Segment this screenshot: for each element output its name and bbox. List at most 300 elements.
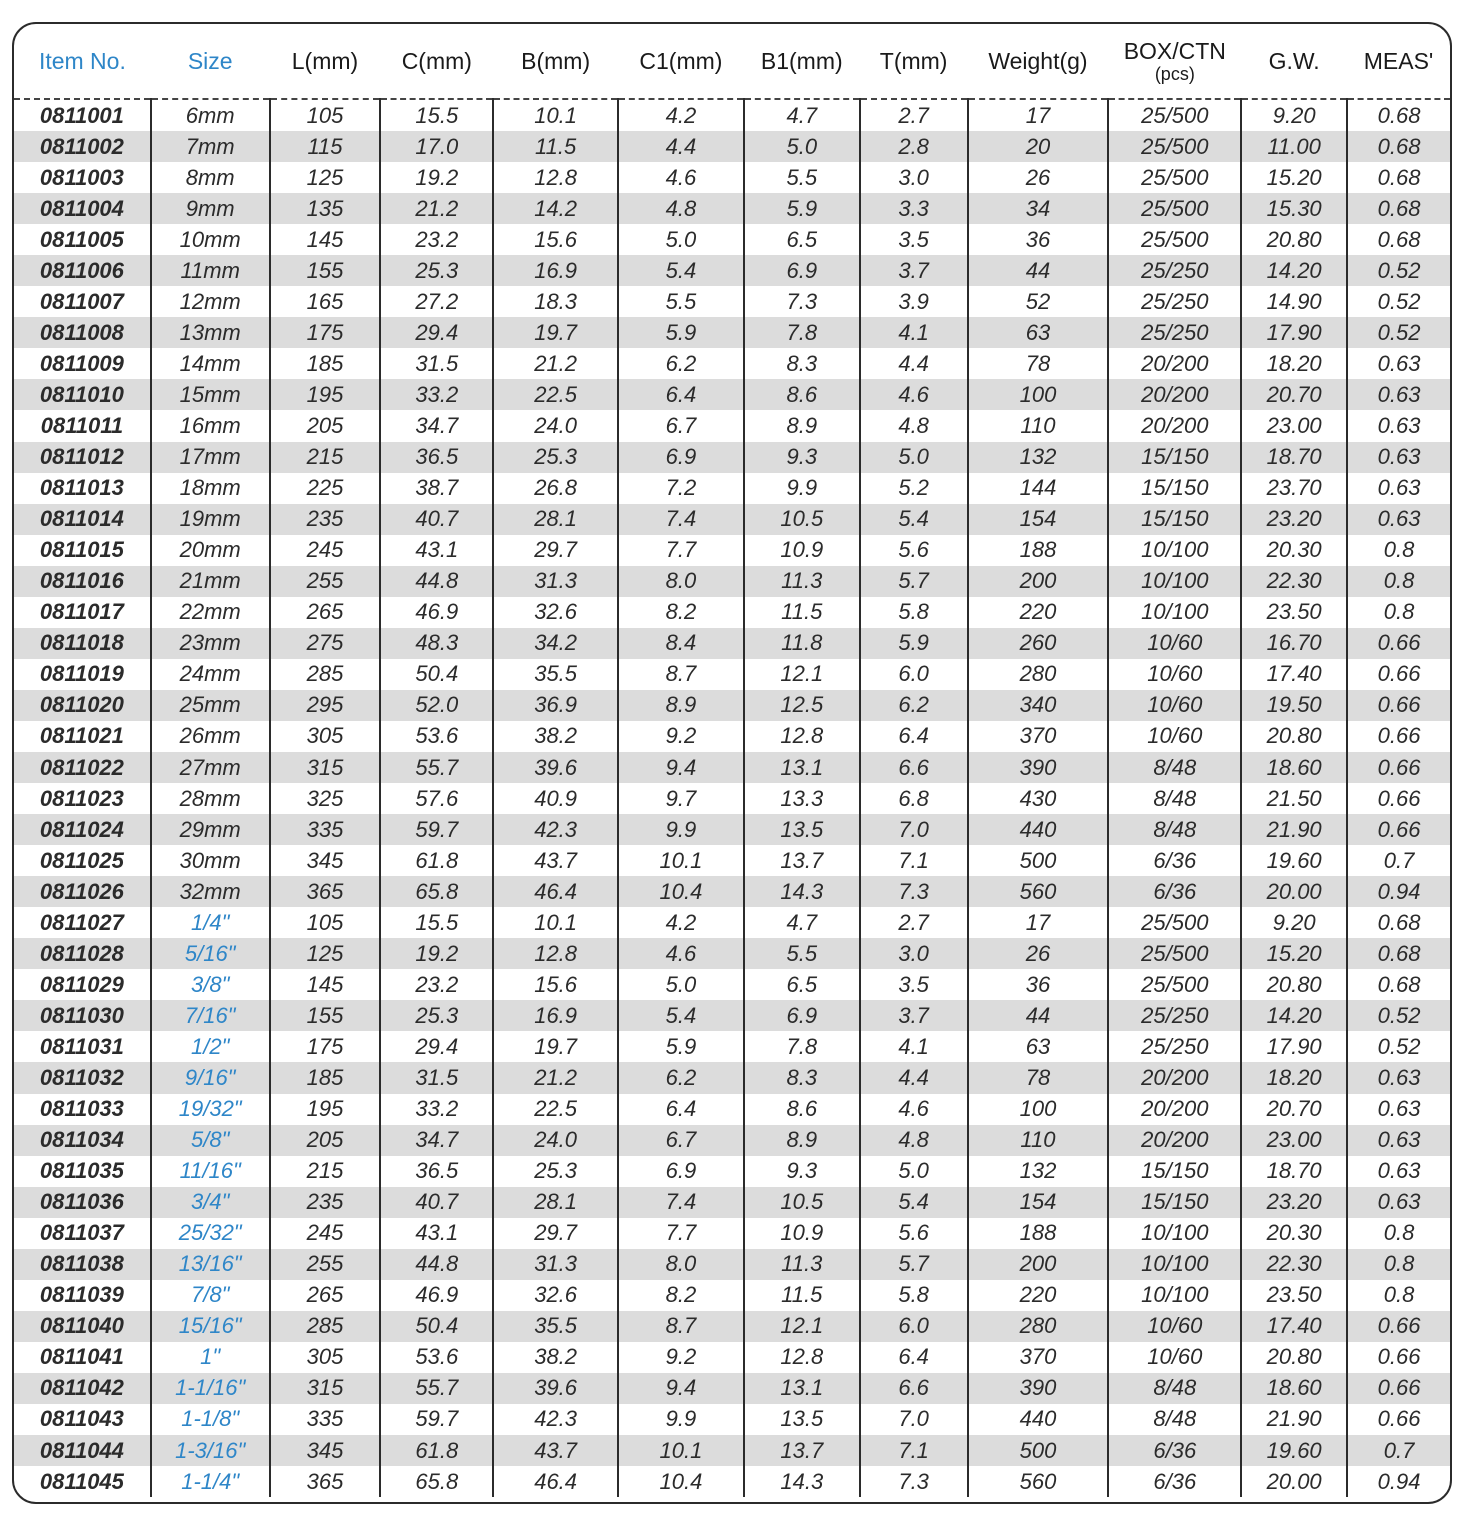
cell-t: 6.2 [860, 690, 968, 721]
cell-t: 3.0 [860, 162, 968, 193]
cell-b: 14.2 [493, 193, 618, 224]
cell-b: 19.7 [493, 1031, 618, 1062]
header-size: Size [151, 24, 270, 99]
cell-item-no: 0811023 [39, 785, 124, 811]
cell-b1: 5.5 [744, 162, 860, 193]
cell-t: 7.1 [860, 1435, 968, 1466]
cell-meas: 0.66 [1347, 659, 1450, 690]
cell-gw: 18.70 [1241, 1156, 1347, 1187]
cell-t: 7.0 [860, 1404, 968, 1435]
cell-meas: 0.52 [1347, 1000, 1450, 1031]
cell-size: 8mm [151, 162, 270, 193]
cell-b: 10.1 [493, 907, 618, 938]
cell-c: 27.2 [380, 286, 493, 317]
cell-gw: 15.20 [1241, 162, 1347, 193]
cell-size: 6mm [151, 99, 270, 131]
cell-c1: 4.8 [618, 193, 744, 224]
cell-gw: 20.30 [1241, 1218, 1347, 1249]
cell-c1: 9.7 [618, 783, 744, 814]
cell-c1: 8.2 [618, 597, 744, 628]
cell-item-no: 0811013 [39, 475, 124, 501]
cell-t: 4.6 [860, 1094, 968, 1125]
cell-gw: 19.60 [1241, 845, 1347, 876]
cell-c1: 10.4 [618, 1466, 744, 1497]
cell-weight: 280 [968, 659, 1109, 690]
cell-c: 38.7 [380, 473, 493, 504]
cell-weight: 390 [968, 1373, 1109, 1404]
cell-weight: 430 [968, 783, 1109, 814]
cell-t: 5.2 [860, 473, 968, 504]
cell-item-no: 0811003 [39, 164, 124, 190]
table-row [14, 162, 1450, 193]
cell-b1: 12.1 [744, 659, 860, 690]
table-row [14, 317, 1450, 348]
cell-meas: 0.66 [1347, 1311, 1450, 1342]
table-row [14, 379, 1450, 410]
cell-size: 1/4" [151, 907, 270, 938]
cell-item-no: 0811011 [40, 412, 124, 438]
cell-c1: 8.4 [618, 628, 744, 659]
table-row [14, 1280, 1450, 1311]
cell-weight: 370 [968, 721, 1109, 752]
cell-item-no: 0811029 [39, 971, 124, 997]
cell-t: 2.7 [860, 907, 968, 938]
cell-size: 9/16" [151, 1062, 270, 1093]
table-row [14, 938, 1450, 969]
cell-b1: 7.8 [744, 1031, 860, 1062]
cell-b1: 14.3 [744, 876, 860, 907]
cell-weight: 34 [968, 193, 1109, 224]
cell-weight: 200 [968, 1249, 1109, 1280]
cell-c: 46.9 [380, 1280, 493, 1311]
cell-t: 7.3 [860, 876, 968, 907]
cell-box-ctn: 15/150 [1108, 504, 1241, 535]
cell-meas: 0.68 [1347, 131, 1450, 162]
cell-meas: 0.52 [1347, 286, 1450, 317]
cell-meas: 0.66 [1347, 1342, 1450, 1373]
cell-weight: 52 [968, 286, 1109, 317]
cell-l: 215 [270, 442, 381, 473]
cell-size: 3/8" [151, 969, 270, 1000]
cell-b1: 7.8 [744, 317, 860, 348]
cell-c: 19.2 [380, 162, 493, 193]
cell-b1: 12.1 [744, 1311, 860, 1342]
cell-box-ctn: 10/60 [1108, 659, 1241, 690]
cell-b1: 5.0 [744, 131, 860, 162]
cell-l: 345 [270, 1435, 381, 1466]
cell-c: 43.1 [380, 535, 493, 566]
cell-b: 25.3 [493, 442, 618, 473]
cell-box-ctn: 25/500 [1108, 162, 1241, 193]
cell-t: 3.5 [860, 224, 968, 255]
cell-size: 11/16" [151, 1156, 270, 1187]
cell-b1: 9.3 [744, 1156, 860, 1187]
cell-t: 4.4 [860, 348, 968, 379]
cell-box-ctn: 6/36 [1108, 876, 1241, 907]
cell-c1: 5.0 [618, 224, 744, 255]
cell-c: 29.4 [380, 1031, 493, 1062]
cell-c: 15.5 [380, 99, 493, 131]
cell-c1: 5.9 [618, 1031, 744, 1062]
cell-gw: 20.00 [1241, 876, 1347, 907]
cell-t: 5.4 [860, 504, 968, 535]
cell-t: 6.4 [860, 721, 968, 752]
cell-b: 28.1 [493, 504, 618, 535]
cell-b: 42.3 [493, 1404, 618, 1435]
cell-item-no: 0811018 [14, 628, 151, 659]
cell-c1: 4.2 [618, 99, 744, 131]
cell-size: 15/16" [151, 1311, 270, 1342]
cell-size: 18mm [151, 473, 270, 504]
cell-b: 22.5 [493, 1094, 618, 1125]
spec-table [14, 24, 1450, 1497]
cell-weight: 78 [968, 348, 1109, 379]
cell-b: 21.2 [493, 348, 618, 379]
cell-item-no: 0811040 [14, 1311, 151, 1342]
cell-box-ctn: 10/60 [1108, 721, 1241, 752]
cell-b1: 13.5 [744, 814, 860, 845]
table-row [14, 1125, 1450, 1156]
cell-meas: 0.8 [1347, 1218, 1450, 1249]
cell-meas: 0.68 [1347, 907, 1450, 938]
cell-gw: 18.20 [1241, 348, 1347, 379]
cell-t: 3.5 [860, 969, 968, 1000]
cell-weight: 132 [968, 442, 1109, 473]
cell-weight: 78 [968, 1062, 1109, 1093]
cell-c: 23.2 [380, 224, 493, 255]
header-item-no: Item No. [14, 24, 151, 99]
cell-b: 42.3 [493, 814, 618, 845]
cell-c: 53.6 [380, 721, 493, 752]
cell-gw: 20.80 [1241, 1342, 1347, 1373]
cell-size: 5/8" [151, 1125, 270, 1156]
cell-b: 22.5 [493, 379, 618, 410]
cell-c: 33.2 [380, 1094, 493, 1125]
cell-meas: 0.8 [1347, 1280, 1450, 1311]
cell-gw: 21.50 [1241, 783, 1347, 814]
cell-c: 17.0 [380, 131, 493, 162]
cell-l: 205 [270, 410, 381, 441]
cell-size: 29mm [151, 814, 270, 845]
cell-gw: 9.20 [1241, 99, 1347, 131]
cell-box-ctn: 25/250 [1108, 317, 1241, 348]
cell-meas: 0.68 [1347, 99, 1450, 131]
cell-b: 39.6 [493, 1373, 618, 1404]
cell-gw: 23.00 [1241, 410, 1347, 441]
cell-item-no: 0811038 [14, 1249, 151, 1280]
cell-l: 125 [270, 938, 381, 969]
header-l: L(mm) [270, 24, 381, 99]
cell-meas: 0.66 [1347, 752, 1450, 783]
cell-box-ctn: 10/100 [1108, 535, 1241, 566]
cell-b: 46.4 [493, 1466, 618, 1497]
table-row [14, 907, 1450, 938]
header-box-ctn-unit: (pcs) [1154, 63, 1195, 84]
cell-t: 6.0 [860, 1311, 968, 1342]
cell-size: 26mm [151, 721, 270, 752]
cell-l: 275 [270, 628, 381, 659]
cell-c1: 5.4 [618, 1000, 744, 1031]
cell-gw: 23.20 [1241, 1187, 1347, 1218]
cell-c1: 10.1 [618, 845, 744, 876]
cell-l: 175 [270, 317, 381, 348]
cell-weight: 44 [968, 255, 1109, 286]
cell-weight: 36 [968, 969, 1109, 1000]
cell-item-no: 0811028 [14, 938, 151, 969]
cell-size: 22mm [151, 597, 270, 628]
cell-gw: 19.60 [1241, 1435, 1347, 1466]
cell-t: 3.7 [860, 255, 968, 286]
cell-box-ctn: 20/200 [1108, 1062, 1241, 1093]
cell-b1: 8.9 [744, 410, 860, 441]
cell-l: 105 [270, 99, 381, 131]
cell-gw: 18.20 [1241, 1062, 1347, 1093]
cell-b: 15.6 [493, 969, 618, 1000]
table-row [14, 193, 1450, 224]
table-row [14, 286, 1450, 317]
cell-c1: 4.2 [618, 907, 744, 938]
cell-b1: 13.3 [744, 783, 860, 814]
cell-meas: 0.63 [1347, 504, 1450, 535]
cell-gw: 23.50 [1241, 1280, 1347, 1311]
cell-c: 29.4 [380, 317, 493, 348]
cell-size: 25/32" [151, 1218, 270, 1249]
cell-item-no: 0811017 [39, 599, 124, 625]
cell-b1: 10.5 [744, 1187, 860, 1218]
cell-weight: 260 [968, 628, 1109, 659]
table-row [14, 255, 1450, 286]
cell-box-ctn: 25/500 [1108, 99, 1241, 131]
cell-size: 1-1/16" [151, 1373, 270, 1404]
cell-c1: 8.0 [618, 1249, 744, 1280]
cell-b1: 11.3 [744, 1249, 860, 1280]
cell-b1: 6.9 [744, 1000, 860, 1031]
cell-b1: 4.7 [744, 99, 860, 131]
cell-t: 6.8 [860, 783, 968, 814]
cell-box-ctn: 25/500 [1108, 224, 1241, 255]
cell-item-no: 0811043 [39, 1406, 124, 1432]
cell-c1: 6.9 [618, 442, 744, 473]
cell-b: 46.4 [493, 876, 618, 907]
cell-t: 5.4 [860, 1187, 968, 1218]
cell-l: 285 [270, 659, 381, 690]
cell-gw: 17.40 [1241, 1311, 1347, 1342]
cell-size: 5/16" [151, 938, 270, 969]
cell-weight: 17 [968, 907, 1109, 938]
cell-b1: 12.8 [744, 1342, 860, 1373]
cell-b1: 10.5 [744, 504, 860, 535]
cell-gw: 20.80 [1241, 721, 1347, 752]
cell-l: 195 [270, 379, 381, 410]
table-row [14, 659, 1450, 690]
cell-weight: 63 [968, 317, 1109, 348]
cell-weight: 100 [968, 1094, 1109, 1125]
table-row [14, 1187, 1450, 1218]
cell-box-ctn: 6/36 [1108, 1466, 1241, 1497]
cell-c: 19.2 [380, 938, 493, 969]
table-row [14, 1031, 1450, 1062]
cell-c: 50.4 [380, 1311, 493, 1342]
cell-b: 36.9 [493, 690, 618, 721]
cell-b: 35.5 [493, 659, 618, 690]
cell-b: 31.3 [493, 1249, 618, 1280]
cell-b1: 6.9 [744, 255, 860, 286]
cell-size: 1-1/4" [151, 1466, 270, 1497]
cell-size: 25mm [151, 690, 270, 721]
cell-b1: 11.3 [744, 566, 860, 597]
cell-gw: 22.30 [1241, 566, 1347, 597]
cell-weight: 154 [968, 504, 1109, 535]
header-box-ctn: BOX/CTN (pcs) [1108, 24, 1241, 99]
cell-t: 4.6 [860, 379, 968, 410]
cell-t: 3.3 [860, 193, 968, 224]
cell-t: 5.8 [860, 1280, 968, 1311]
cell-t: 5.8 [860, 597, 968, 628]
spec-table-frame [12, 22, 1452, 1504]
cell-size: 1/2" [151, 1031, 270, 1062]
table-body [14, 99, 1450, 1497]
cell-item-no: 0811020 [14, 690, 151, 721]
cell-l: 265 [270, 597, 381, 628]
cell-l: 305 [270, 721, 381, 752]
cell-meas: 0.52 [1347, 1031, 1450, 1062]
cell-item-no: 0811036 [14, 1187, 151, 1218]
cell-b1: 12.8 [744, 721, 860, 752]
cell-weight: 17 [968, 99, 1109, 131]
cell-gw: 18.70 [1241, 442, 1347, 473]
cell-meas: 0.66 [1347, 783, 1450, 814]
table-row [14, 1000, 1450, 1031]
cell-b: 43.7 [493, 845, 618, 876]
table-row [14, 628, 1450, 659]
header-t: T(mm) [860, 24, 968, 99]
cell-l: 145 [270, 969, 381, 1000]
cell-t: 5.7 [860, 1249, 968, 1280]
cell-gw: 14.20 [1241, 255, 1347, 286]
cell-box-ctn: 6/36 [1108, 1435, 1241, 1466]
cell-c1: 7.7 [618, 535, 744, 566]
cell-size: 9mm [151, 193, 270, 224]
cell-c1: 5.4 [618, 255, 744, 286]
cell-gw: 20.80 [1241, 969, 1347, 1000]
cell-box-ctn: 8/48 [1108, 752, 1241, 783]
cell-item-no: 0811014 [14, 504, 151, 535]
cell-box-ctn: 8/48 [1108, 1404, 1241, 1435]
table-row [14, 1373, 1450, 1404]
cell-c: 65.8 [380, 1466, 493, 1497]
cell-c: 48.3 [380, 628, 493, 659]
table-row [14, 969, 1450, 1000]
cell-b1: 13.1 [744, 752, 860, 783]
cell-l: 245 [270, 1218, 381, 1249]
cell-item-no: 0811012 [14, 442, 151, 473]
cell-box-ctn: 25/500 [1108, 938, 1241, 969]
cell-box-ctn: 25/250 [1108, 286, 1241, 317]
table-row [14, 752, 1450, 783]
cell-box-ctn: 20/200 [1108, 410, 1241, 441]
cell-c1: 9.2 [618, 721, 744, 752]
cell-item-no: 0811034 [14, 1125, 151, 1156]
cell-meas: 0.63 [1347, 348, 1450, 379]
cell-c: 31.5 [380, 1062, 493, 1093]
cell-item-no: 0811035 [39, 1158, 124, 1184]
table-row [14, 131, 1450, 162]
cell-meas: 0.66 [1347, 1404, 1450, 1435]
cell-gw: 22.30 [1241, 1249, 1347, 1280]
cell-c: 40.7 [380, 1187, 493, 1218]
cell-t: 3.7 [860, 1000, 968, 1031]
table-row [14, 535, 1450, 566]
cell-b: 18.3 [493, 286, 618, 317]
cell-l: 215 [270, 1156, 381, 1187]
cell-weight: 560 [968, 876, 1109, 907]
cell-b1: 5.9 [744, 193, 860, 224]
header-c: C(mm) [380, 24, 493, 99]
cell-item-no: 0811008 [14, 317, 151, 348]
cell-meas: 0.68 [1347, 162, 1450, 193]
table-row [14, 721, 1450, 752]
cell-box-ctn: 25/500 [1108, 907, 1241, 938]
cell-l: 265 [270, 1280, 381, 1311]
cell-c1: 9.4 [618, 1373, 744, 1404]
cell-l: 325 [270, 783, 381, 814]
cell-c1: 10.4 [618, 876, 744, 907]
cell-size: 3/4" [151, 1187, 270, 1218]
cell-c: 57.6 [380, 783, 493, 814]
cell-c: 44.8 [380, 566, 493, 597]
cell-l: 185 [270, 348, 381, 379]
cell-meas: 0.68 [1347, 224, 1450, 255]
cell-c1: 8.0 [618, 566, 744, 597]
cell-b1: 10.9 [744, 535, 860, 566]
cell-box-ctn: 20/200 [1108, 1094, 1241, 1125]
cell-size: 7/8" [151, 1280, 270, 1311]
cell-meas: 0.63 [1347, 1094, 1450, 1125]
cell-meas: 0.66 [1347, 690, 1450, 721]
table-row [14, 876, 1450, 907]
cell-b: 11.5 [493, 131, 618, 162]
cell-c1: 8.7 [618, 1311, 744, 1342]
cell-l: 135 [270, 193, 381, 224]
cell-gw: 17.40 [1241, 659, 1347, 690]
cell-weight: 188 [968, 535, 1109, 566]
cell-box-ctn: 10/100 [1108, 1249, 1241, 1280]
cell-l: 145 [270, 224, 381, 255]
cell-l: 185 [270, 1062, 381, 1093]
cell-weight: 26 [968, 162, 1109, 193]
cell-t: 6.6 [860, 1373, 968, 1404]
cell-box-ctn: 10/60 [1108, 1342, 1241, 1373]
cell-meas: 0.63 [1347, 410, 1450, 441]
cell-l: 225 [270, 473, 381, 504]
cell-box-ctn: 15/150 [1108, 442, 1241, 473]
cell-c: 61.8 [380, 845, 493, 876]
cell-meas: 0.8 [1347, 566, 1450, 597]
cell-t: 5.0 [860, 1156, 968, 1187]
cell-c1: 7.2 [618, 473, 744, 504]
cell-b1: 9.9 [744, 473, 860, 504]
cell-gw: 17.90 [1241, 317, 1347, 348]
cell-c1: 10.1 [618, 1435, 744, 1466]
cell-c1: 6.7 [618, 410, 744, 441]
cell-gw: 20.00 [1241, 1466, 1347, 1497]
cell-l: 205 [270, 1125, 381, 1156]
cell-size: 32mm [151, 876, 270, 907]
cell-box-ctn: 15/150 [1108, 1156, 1241, 1187]
cell-t: 3.9 [860, 286, 968, 317]
cell-b1: 10.9 [744, 1218, 860, 1249]
cell-b: 28.1 [493, 1187, 618, 1218]
